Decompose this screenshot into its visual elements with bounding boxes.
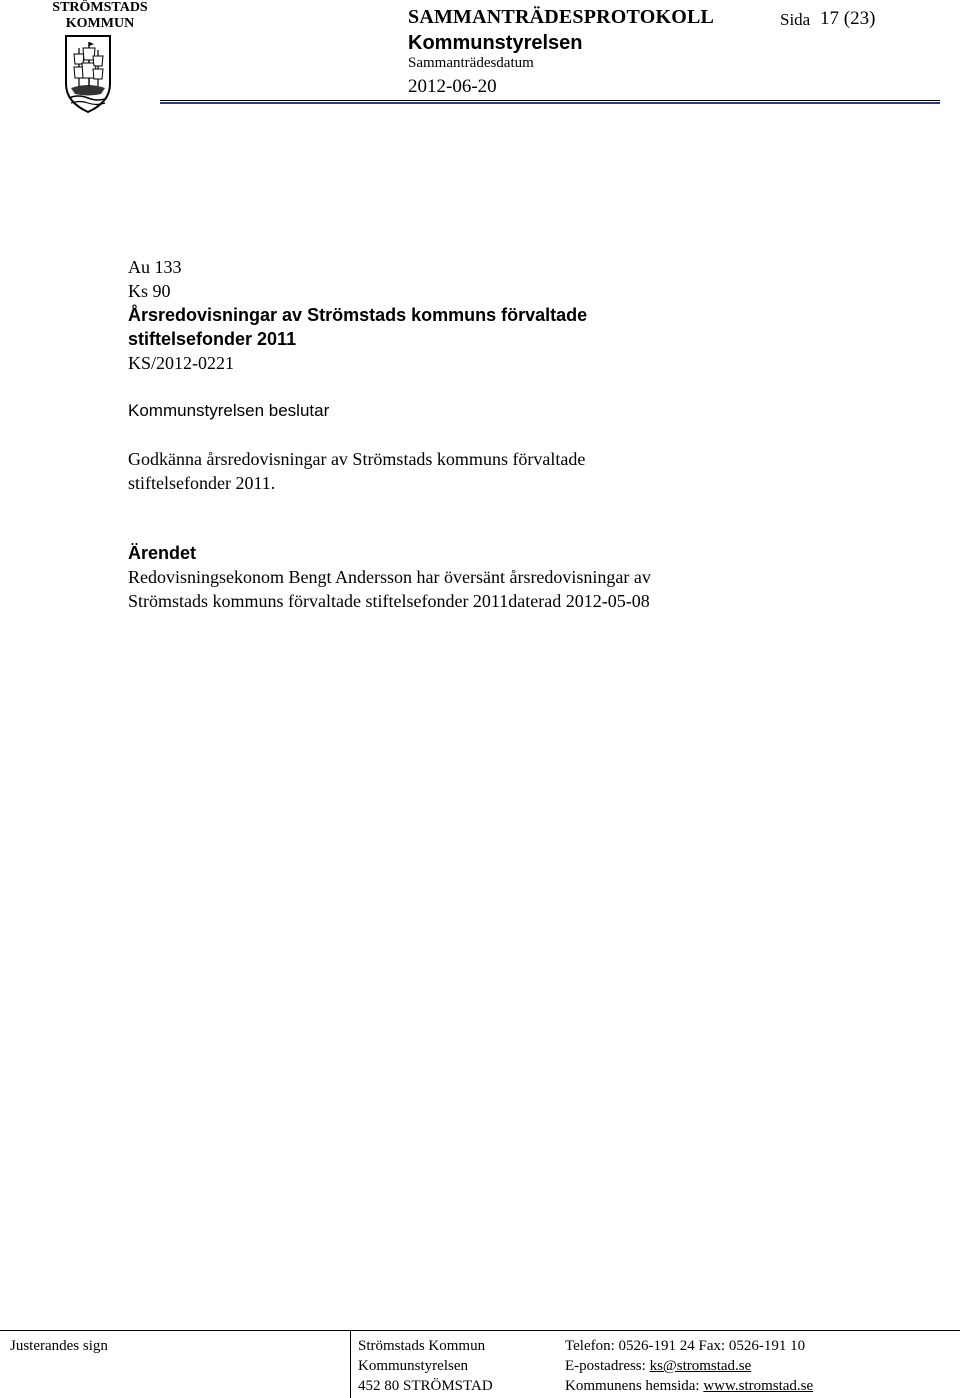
- background-text-line1: Redovisningsekonom Bengt Andersson har översänt årsredovisningar av: [128, 567, 651, 587]
- email-row: [565, 1356, 813, 1376]
- meeting-date: 2012-06-20: [408, 76, 497, 97]
- matter-title-line1: Årsredovisningar av Strömstads kommuns förvaltade: [128, 305, 588, 325]
- web-row: [565, 1376, 813, 1396]
- signature-label: Justerandes sign: [10, 1338, 108, 1354]
- org-name: [50, 0, 150, 32]
- background-heading: Ärendet: [128, 543, 197, 563]
- org-name-line2: KOMMUN: [65, 16, 135, 31]
- header-accent-rule: [160, 102, 940, 104]
- org-name-line1: STRÖMSTADS: [52, 0, 148, 15]
- protocol-title: SAMMANTRÄDESPROTOKOLL: [408, 6, 715, 28]
- committee-name: Kommunstyrelsen: [408, 32, 583, 54]
- address-line3: 452 80 STRÖMSTAD: [358, 1378, 493, 1394]
- page-number: 17 (23): [820, 8, 876, 29]
- footer-rule: [0, 1330, 960, 1331]
- address-line1: Strömstads Kommun: [358, 1338, 486, 1354]
- email-label: E-postadress:: [565, 1358, 646, 1374]
- footer-address: [358, 1336, 493, 1396]
- website-link[interactable]: www.stromstad.se: [703, 1378, 814, 1394]
- municipal-crest-ship-icon: [63, 34, 113, 114]
- decision-text-line2: stiftelsefonder 2011.: [128, 473, 276, 493]
- ks-reference: Ks 90: [128, 281, 171, 301]
- header-rule: [160, 100, 940, 101]
- au-reference: Au 133: [128, 257, 182, 277]
- web-label: Kommunens hemsida:: [565, 1378, 700, 1394]
- case-number: KS/2012-0221: [128, 353, 235, 373]
- phone-fax: Telefon: 0526-191 24 Fax: 0526-191 10: [565, 1338, 806, 1354]
- background-text-line2: Strömstads kommuns förvaltade stiftelsefonder 2011daterad 2012-05-08: [128, 591, 650, 611]
- page-label: Sida: [780, 10, 811, 29]
- decision-heading: Kommunstyrelsen beslutar: [128, 401, 330, 420]
- meeting-date-label: Sammanträdesdatum: [408, 55, 534, 71]
- matter-title-line2: stiftelsefonder 2011: [128, 329, 297, 349]
- footer-contact: [565, 1336, 813, 1396]
- footer-divider: [350, 1330, 351, 1398]
- address-line2: Kommunstyrelsen: [358, 1358, 468, 1374]
- email-link[interactable]: ks@stromstad.se: [649, 1358, 752, 1374]
- decision-text-line1: Godkänna årsredovisningar av Strömstads kommuns förvaltade: [128, 449, 586, 469]
